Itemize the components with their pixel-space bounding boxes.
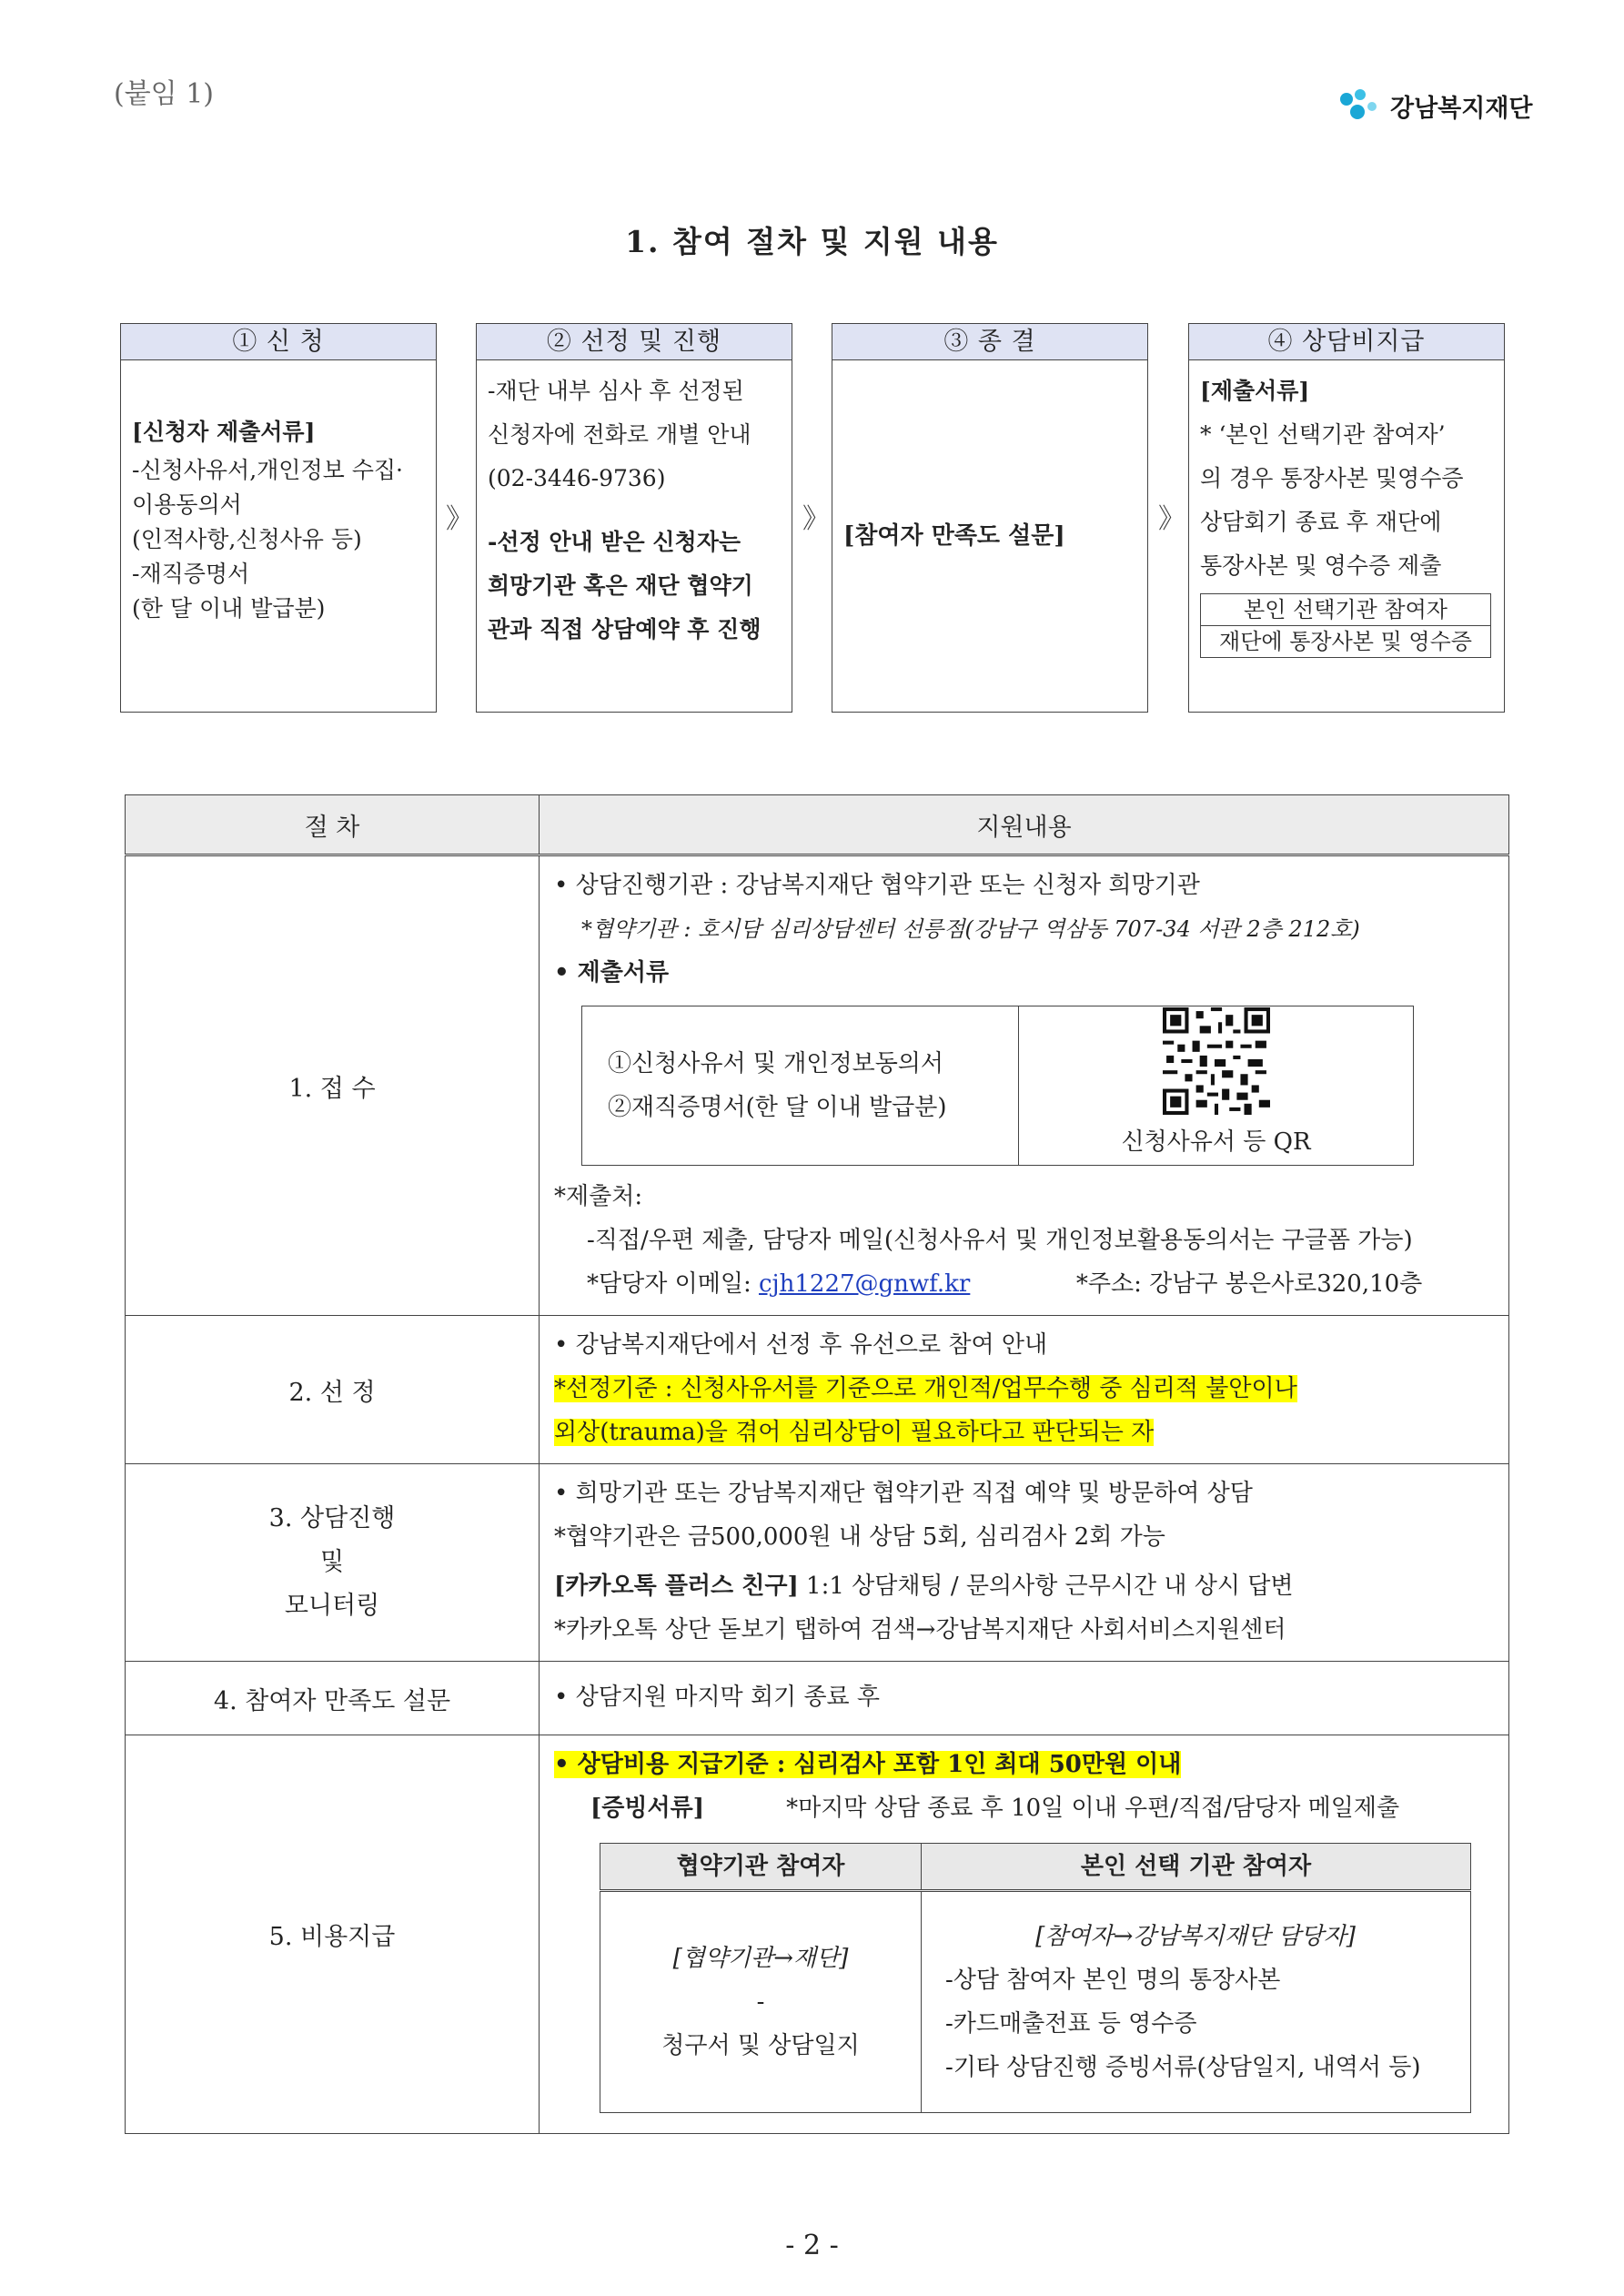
selection-criteria: *선정기준 : 신청사유서를 기준으로 개인적/업무수행 중 심리적 불안이나 <box>554 1375 1297 1402</box>
flow-step-body <box>1189 360 1504 667</box>
partner-col-header: 협약기관 참여자 <box>600 1844 922 1891</box>
flow-step-bold-line: 희망기관 혹은 재단 협약기 <box>488 572 753 599</box>
counsel-line: *협약기관은 금500,000원 내 상담 5회, 심리검사 2회 가능 <box>554 1523 1165 1551</box>
evidence-heading: [증빙서류] <box>590 1795 705 1822</box>
row-content <box>540 855 1509 1316</box>
self-flow: [참여자→강남복지재단 담당자] <box>1035 1923 1356 1950</box>
payment-criteria: • 상담비용 지급기준 : 심리검사 포함 1인 최대 50만원 이내 <box>554 1751 1182 1778</box>
flow-step-line: 상담회기 종료 후 재단에 <box>1200 509 1442 535</box>
row-label: 5. 비용지급 <box>126 1735 540 2134</box>
institution-line: • 상담진행기관 : 강남복지재단 협약기관 또는 신청자 희망기관 <box>554 872 1200 899</box>
procedure-header: 절 차 <box>126 795 540 855</box>
flow-step-header: ② 선정 및 진행 <box>477 324 792 360</box>
flow-step-header: ① 신 청 <box>121 324 436 360</box>
self-docs-item: -상담 참여자 본인 명의 통장사본 <box>945 1967 1281 1994</box>
flow-step-selection <box>476 323 792 713</box>
row-label: 4. 참여자 만족도 설문 <box>126 1662 540 1735</box>
flow-step-body <box>121 360 436 635</box>
docs-heading: • 제출서류 <box>554 959 670 986</box>
row-content: • 상담지원 마지막 회기 종료 후 <box>540 1662 1509 1735</box>
payment-docs-table <box>600 1843 1471 2113</box>
page-number: - 2 - <box>785 2230 839 2261</box>
row-label-line: 및 <box>319 1548 345 1576</box>
email-label: *담당자 이메일: <box>587 1270 759 1298</box>
qr-code-icon[interactable] <box>1163 1007 1270 1115</box>
flow-step-apply <box>120 323 437 713</box>
flow-arrow: 》 <box>446 503 473 535</box>
row-label <box>126 1464 540 1662</box>
logo-text: 강남복지재단 <box>1390 94 1533 123</box>
table-row <box>126 1464 1509 1662</box>
support-header: 지원내용 <box>540 795 1509 855</box>
inner-box-line: 본인 선택기관 참여자 <box>1244 597 1447 622</box>
docs-item: ②재직증명서(한 달 이내 발급분) <box>608 1094 947 1121</box>
partner-docs-cell <box>600 1891 922 2113</box>
docs-list <box>582 1006 1019 1166</box>
selection-line: • 강남복지재단에서 선정 후 유선으로 참여 안내 <box>554 1331 1048 1359</box>
selection-criteria: 외상(trauma)을 겪어 심리상담이 필요하다고 판단되는 자 <box>554 1419 1155 1446</box>
qr-label: 신청사유서 등 QR <box>1121 1128 1311 1156</box>
flow-step-line: (인적사항,신청사유 등) <box>132 526 362 552</box>
self-docs-item: -기타 상담진행 증빙서류(상담일지, 내역서 등) <box>945 2054 1421 2081</box>
evidence-note: *마지막 상담 종료 후 10일 이내 우편/직접/담당자 메일제출 <box>786 1795 1400 1822</box>
attachment-label: (붙임 1) <box>114 78 214 110</box>
row-label-line: 모니터링 <box>284 1592 380 1620</box>
flow-step-line: -재단 내부 심사 후 선정된 <box>488 378 744 404</box>
address-text: *주소: 강남구 봉은사로320,10층 <box>1075 1270 1423 1298</box>
flow-arrow: 》 <box>802 503 830 535</box>
flow-step-header: ③ 종 결 <box>832 324 1147 360</box>
self-col-header: 본인 선택 기관 참여자 <box>922 1844 1471 1891</box>
kakao-note: *카카오톡 상단 돋보기 탭하여 검색→강남복지재단 사회서비스지원센터 <box>554 1616 1286 1644</box>
foundation-logo-icon <box>1337 86 1385 125</box>
flow-step-line: * ‘본인 선택기관 참여자’ <box>1200 421 1446 448</box>
flow-step-line: 신청자에 전화로 개별 안내 <box>488 421 751 448</box>
row-content <box>540 1464 1509 1662</box>
partner-note: *협약기관 : 호시담 심리상담센터 선릉점(강남구 역삼동 707-34 서관 2층 212호) <box>581 916 1360 942</box>
email-link[interactable]: cjh1227@gnwf.kr <box>759 1270 971 1298</box>
kakao-heading: [카카오톡 플러스 친구] <box>554 1573 799 1600</box>
table-row <box>126 855 1509 1316</box>
flow-step-line: -신청사유서,개인정보 수집· <box>132 457 403 483</box>
flow-step-bold-line: 관과 직접 상담예약 후 진행 <box>488 616 762 642</box>
row-label: 1. 접 수 <box>126 855 540 1316</box>
flow-step-heading: [신청자 제출서류] <box>132 419 316 445</box>
flow-step-body <box>477 360 792 661</box>
row-label: 2. 선 정 <box>126 1316 540 1464</box>
partner-flow: [협약기관→재단] <box>672 1945 849 1972</box>
inner-box-line: 재단에 통장사본 및 영수증 <box>1201 625 1490 657</box>
section-title: 1. 참여 절차 및 지원 내용 <box>625 224 999 259</box>
counsel-line: • 희망기관 또는 강남복지재단 협약기관 직접 예약 및 방문하여 상담 <box>554 1480 1253 1507</box>
docs-item: ①신청사유서 및 개인정보동의서 <box>608 1050 944 1077</box>
flow-step-text: [참여자 만족도 설문] <box>843 521 1065 550</box>
row-label-line: 3. 상담진행 <box>268 1504 396 1532</box>
flow-step-heading: [제출서류] <box>1200 378 1310 404</box>
flow-step-line: -재직증명서 <box>132 561 250 587</box>
qr-cell <box>1019 1006 1414 1166</box>
submit-method: -직접/우편 제출, 담당자 메일(신청사유서 및 개인정보활용동의서는 구글폼 가능) <box>587 1227 1413 1254</box>
flow-step-line: (02-3446-9736) <box>488 465 666 491</box>
self-docs-cell <box>922 1891 1471 2113</box>
row-content <box>540 1316 1509 1464</box>
flow-step-header: ④ 상담비지급 <box>1189 324 1504 360</box>
table-row <box>126 1316 1509 1464</box>
flow-step-line: (한 달 이내 발급분) <box>132 595 326 622</box>
table-row <box>126 1662 1509 1735</box>
row-content <box>540 1735 1509 2134</box>
flow-step-inner-box <box>1200 593 1491 658</box>
partner-docs: 청구서 및 상담일지 <box>661 2032 860 2059</box>
flow-step-closing <box>832 323 1148 713</box>
flow-step-line: 이용동의서 <box>132 491 242 518</box>
flow-step-payment <box>1188 323 1505 713</box>
flow-step-line: 의 경우 통장사본 및영수증 <box>1200 465 1464 491</box>
flow-arrow: 》 <box>1158 503 1185 535</box>
flow-step-line: 통장사본 및 영수증 제출 <box>1200 552 1442 579</box>
partner-dash: - <box>756 1988 765 2016</box>
table-row <box>126 1735 1509 2134</box>
kakao-text: 1:1 상담채팅 / 문의사항 근무시간 내 상시 답변 <box>798 1573 1294 1600</box>
support-table <box>125 794 1509 2134</box>
submit-heading: *제출처: <box>554 1183 643 1210</box>
logo <box>1337 86 1533 125</box>
docs-box <box>581 1006 1414 1166</box>
flow-step-bold-line: -선정 안내 받은 신청자는 <box>488 529 741 555</box>
self-docs-item: -카드매출전표 등 영수증 <box>945 2010 1197 2038</box>
